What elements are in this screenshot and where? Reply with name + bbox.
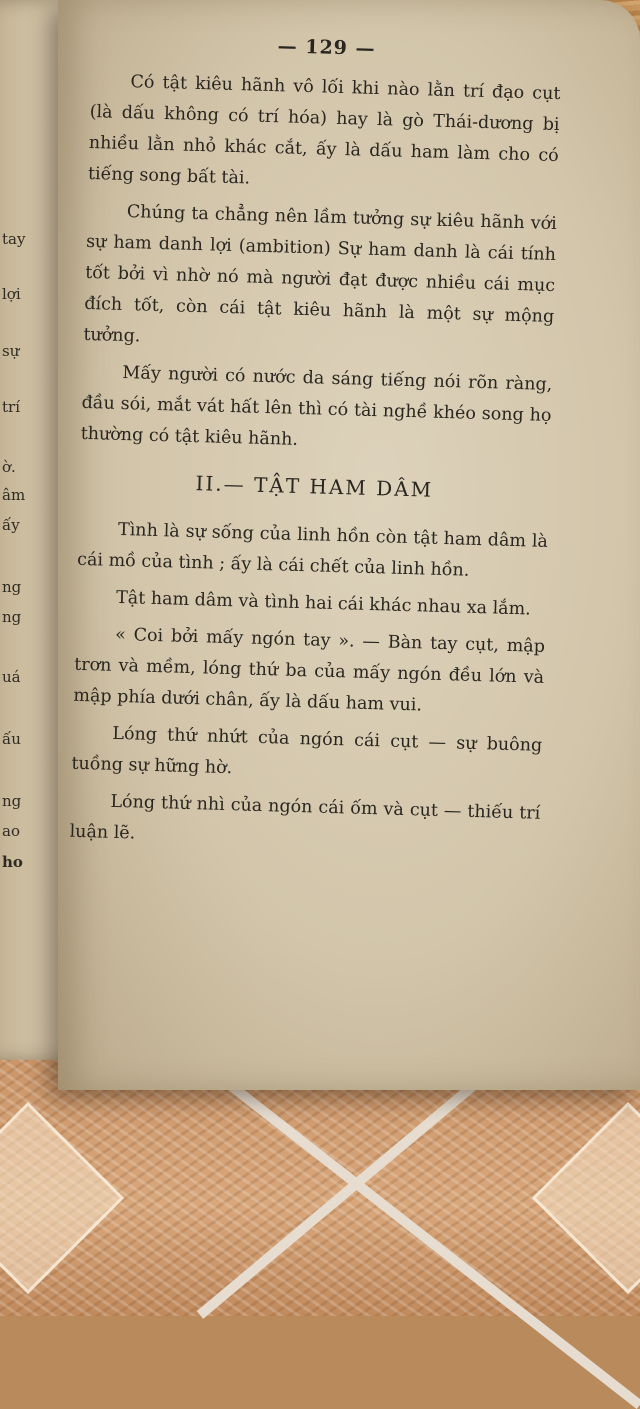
paragraph: Tình là sự sống của linh hồn còn tật ham dâm là cái mồ của tình ; ấy là cái chết của linh hồn. xyxy=(76,519,549,581)
left-page-fragment: ấy xyxy=(2,516,20,534)
section-heading: II.— TẬT HAM DÂM xyxy=(195,471,434,502)
left-page-fragment: âm xyxy=(2,486,26,504)
left-page-fragment: ao xyxy=(2,822,20,840)
paragraph: Tật ham dâm và tình hai cái khác nhau xa lắm. xyxy=(115,587,532,620)
left-page-fragment: ng xyxy=(2,608,22,626)
paragraph: Lóng thứ nhứt của ngón cái cụt — sự buông tuồng sự hững hờ. xyxy=(71,723,543,779)
paragraph: Lóng thứ nhì của ngón cái ốm và cụt — thiếu trí luận lẽ. xyxy=(69,791,541,844)
page-number: — 129 — xyxy=(277,35,376,60)
left-page-fragment: uá xyxy=(2,668,21,686)
left-page-fragment: tay xyxy=(2,230,26,248)
left-page-fragment: ho xyxy=(2,853,23,871)
paragraph: Mấy người có nước da sáng tiếng nói rõn ràng, đầu sói, mắt vát hất lên thì có tài nghề khéo song họ thường có tật kiêu hãnh. xyxy=(80,362,553,450)
left-page-fragment: sự xyxy=(2,342,20,360)
paragraph: « Coi bởi mấy ngón tay ». — Bàn tay cụt, mập trơn và mềm, lóng thứ ba của mấy ngón đều lớn và mập phía dưới chân, ấy là dấu ham vui. xyxy=(73,624,546,716)
book-page xyxy=(58,0,640,1090)
paragraph: Chúng ta chẳng nên lầm tưởng sự kiêu hãnh với sự ham danh lợi (ambition) Sự ham danh là cái tính tốt bởi vì nhờ nó mà người đạt được nhiều cái mục đích tốt, còn cái tật kiêu hãnh là một sự mộng tưởng. xyxy=(83,202,558,347)
left-page-fragment: ng xyxy=(2,792,22,810)
page-text-block xyxy=(69,30,562,867)
tile-pattern xyxy=(532,1102,640,1294)
left-page-fragment: lợi xyxy=(2,285,21,303)
paragraph: Có tật kiêu hãnh vô lối khi nào lằn trí đạo cụt (là dấu không có trí hóa) hay là gò Thái-dương bị nhiều lằn nhỏ khác cắt, ấy là dấu ham làm cho có tiếng song bất tài. xyxy=(87,72,561,189)
tile-pattern xyxy=(0,1102,124,1294)
left-page-fragment: ờ. xyxy=(2,458,16,476)
left-page-fragment: ng xyxy=(2,578,22,596)
left-page-fragment: ấu xyxy=(2,730,21,748)
left-page-fragment: trí xyxy=(2,398,20,416)
